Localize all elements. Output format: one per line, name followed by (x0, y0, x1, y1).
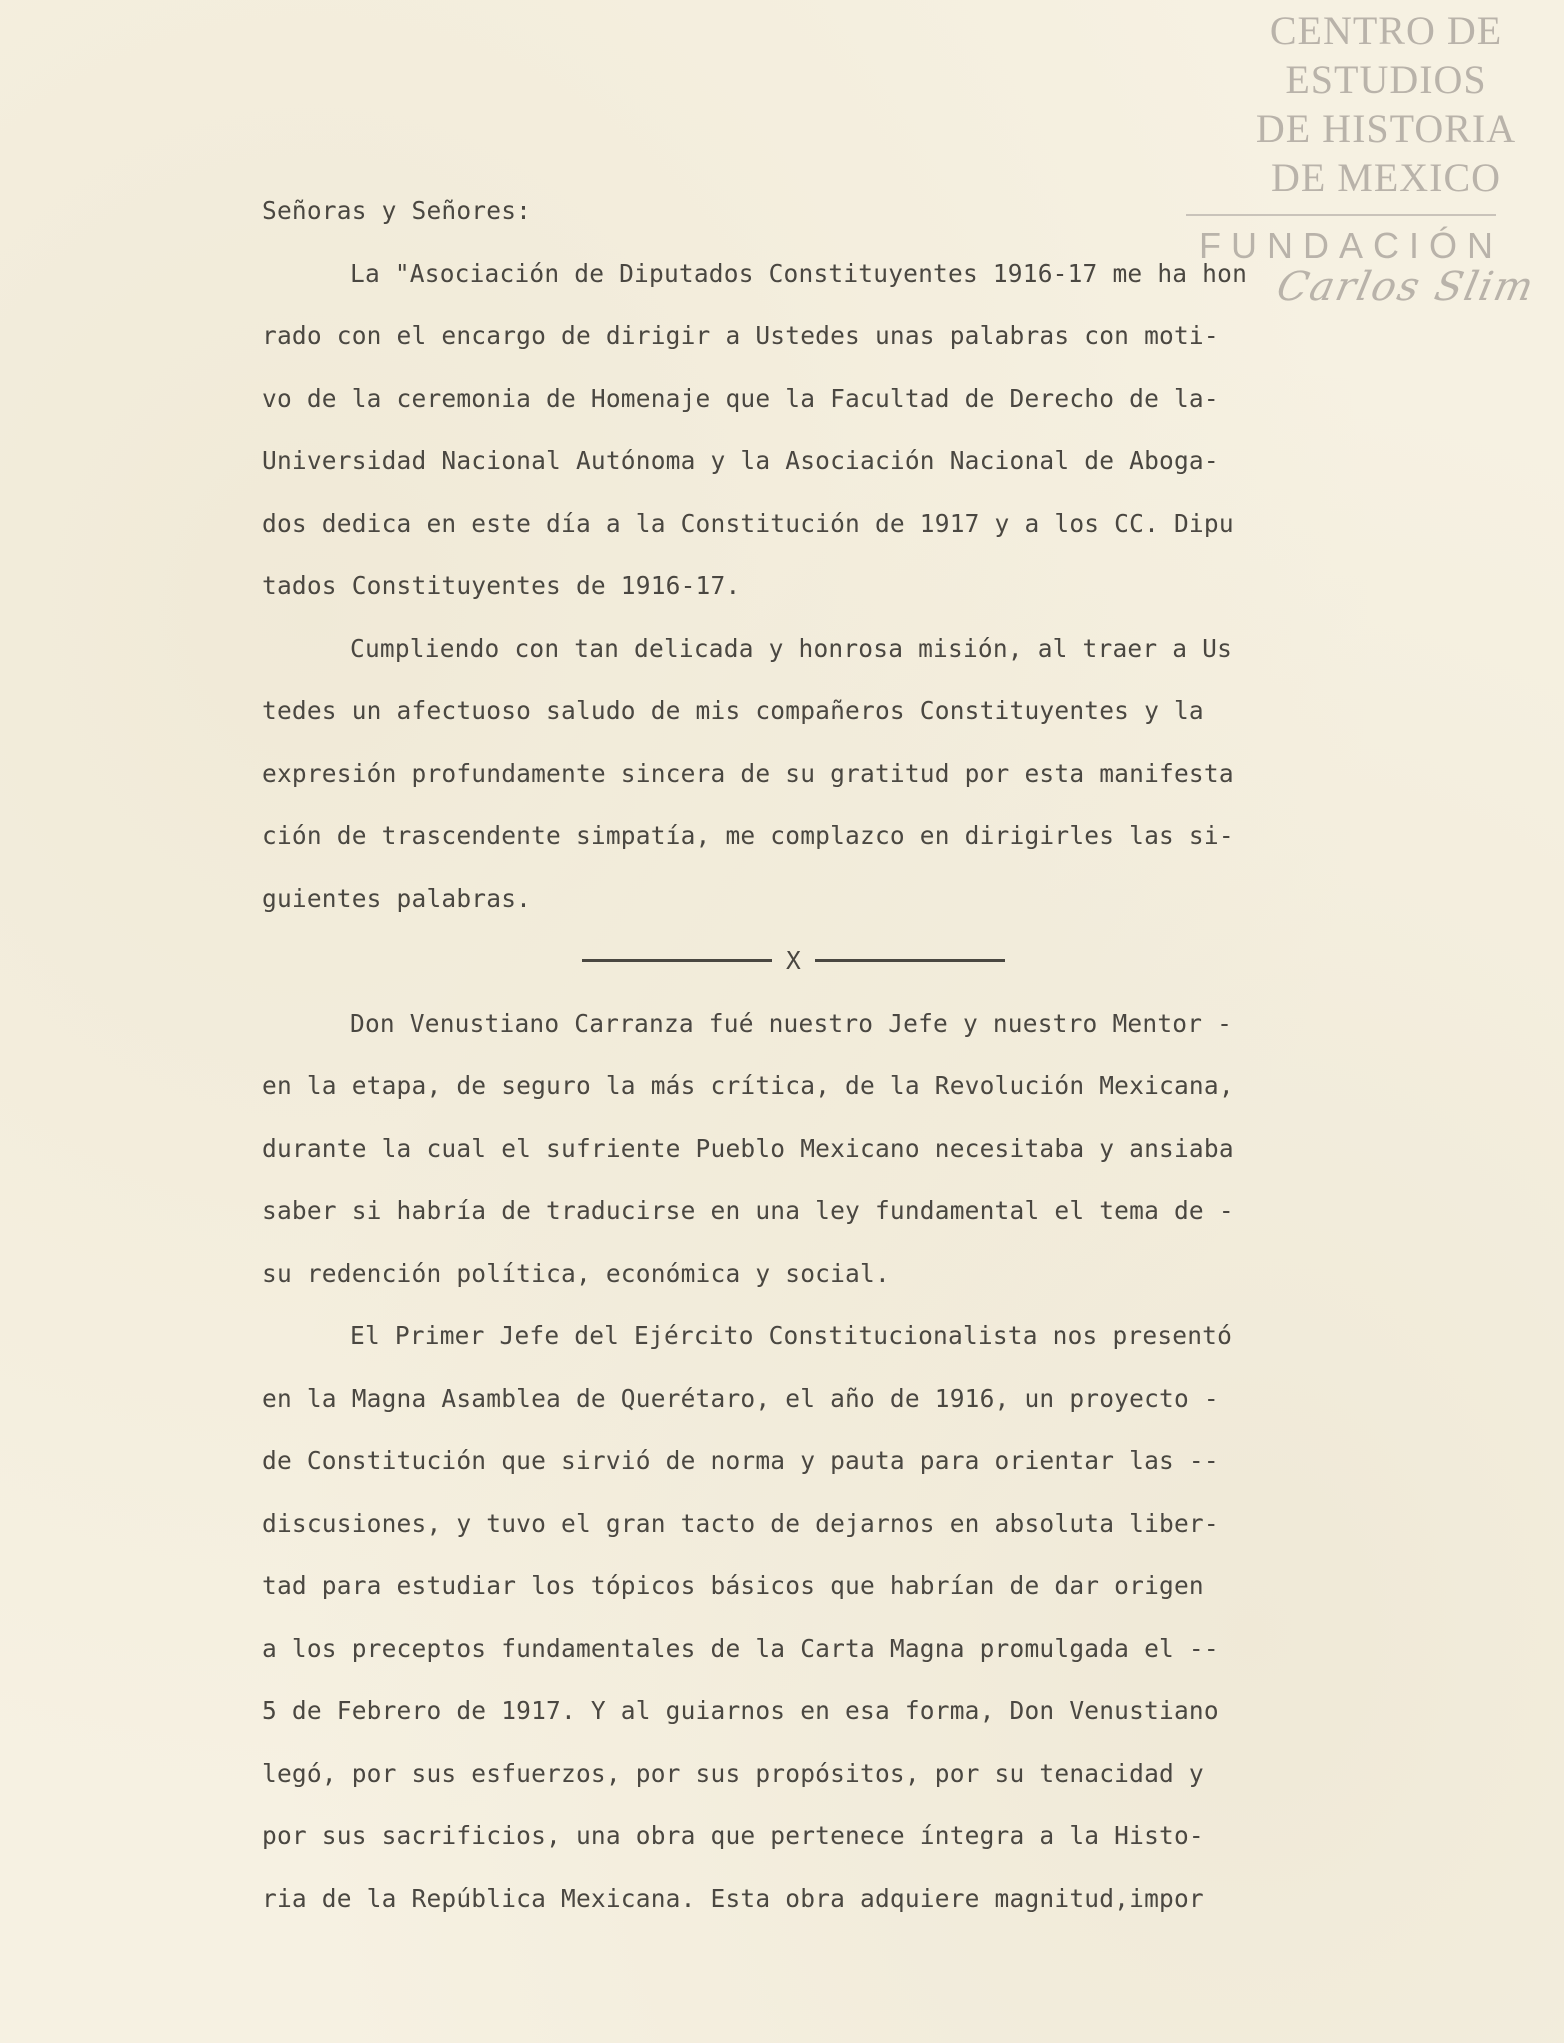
text-line: durante la cual el sufriente Pueblo Mexicano necesitaba y ansiaba (262, 1133, 1234, 1163)
paragraph-1 (262, 243, 1462, 618)
separator-dash-right (815, 959, 1005, 962)
text-line: expresión profundamente sincera de su gratitud por esta manifesta (262, 758, 1234, 788)
text-line: en la etapa, de seguro la más crítica, de la Revolución Mexicana, (262, 1071, 1234, 1100)
paragraph-2 (262, 618, 1462, 931)
text-line: de Constitución que sirvió de norma y pauta para orientar las -- (262, 1446, 1219, 1475)
watermark-line-3: DE HISTORIA (1255, 106, 1517, 151)
text-line: guientes palabras. (262, 883, 532, 913)
text-line: legó, por sus esfuerzos, por sus propósitos, por su tenacidad y (262, 1758, 1204, 1788)
paragraph-3 (262, 993, 1462, 1306)
text-line: tados Constituyentes de 1916-17. (262, 571, 741, 600)
text-line: La "Asociación de Diputados Constituyentes 1916-17 me ha hon (350, 258, 1248, 288)
text-line: El Primer Jefe del Ejército Constitucionalista nos presentó (350, 1321, 1233, 1350)
watermark-foundation: FUNDACIÓN (1199, 225, 1503, 266)
text-line: saber si habría de traducirse en una ley fundamental el tema de - (262, 1196, 1234, 1225)
text-line: a los preceptos fundamentales de la Carta Magna promulgada el -- (262, 1633, 1219, 1663)
text-line: por sus sacrificios, una obra que pertenece íntegra a la Histo- (262, 1821, 1204, 1850)
salutation: Señoras y Señores: (262, 196, 532, 225)
text-line: vo de la ceremonia de Homenaje que la Facultad de Derecho de la- (262, 383, 1219, 413)
text-line: en la Magna Asamblea de Querétaro, el año de 1916, un proyecto - (262, 1383, 1219, 1413)
text-line: ción de trascendente simpatía, me complazco en dirigirles las si- (262, 821, 1234, 850)
text-line: Don Venustiano Carranza fué nuestro Jefe y nuestro Mentor - (350, 1008, 1233, 1038)
text-line: 5 de Febrero de 1917. Y al guiarnos en esa forma, Don Venustiano (262, 1696, 1219, 1725)
section-separator (262, 930, 1462, 993)
paragraph-4 (262, 1305, 1462, 1930)
text-line: dos dedica en este día a la Constitución de 1917 y a los CC. Dipu (262, 508, 1234, 538)
watermark-line-2: ESTUDIOS (1285, 57, 1487, 102)
separator-dash-left (582, 959, 772, 962)
watermark-line-1: CENTRO DE (1269, 8, 1503, 53)
text-line: tad para estudiar los tópicos básicos que habrían de dar origen (262, 1571, 1204, 1600)
text-line: Universidad Nacional Autónoma y la Asociación Nacional de Aboga- (262, 446, 1219, 475)
typewritten-text (262, 180, 1462, 1930)
text-line: su redención política, económica y social. (262, 1258, 890, 1288)
watermark-line-4: DE MEXICO (1270, 155, 1502, 200)
separator-mark: X (786, 946, 801, 975)
text-line: discusiones, y tuvo el gran tacto de dejarnos en absoluta liber- (262, 1508, 1219, 1538)
text-line: rado con el encargo de dirigir a Ustedes unas palabras con moti- (262, 321, 1219, 350)
text-line: ria de la República Mexicana. Esta obra adquiere magnitud,impor (262, 1883, 1204, 1913)
text-line: Cumpliendo con tan delicada y honrosa misión, al traer a Us (350, 633, 1233, 663)
text-line: tedes un afectuoso saludo de mis compañeros Constituyentes y la (262, 696, 1204, 725)
watermark-signature: Carlos Slim (1272, 264, 1540, 310)
